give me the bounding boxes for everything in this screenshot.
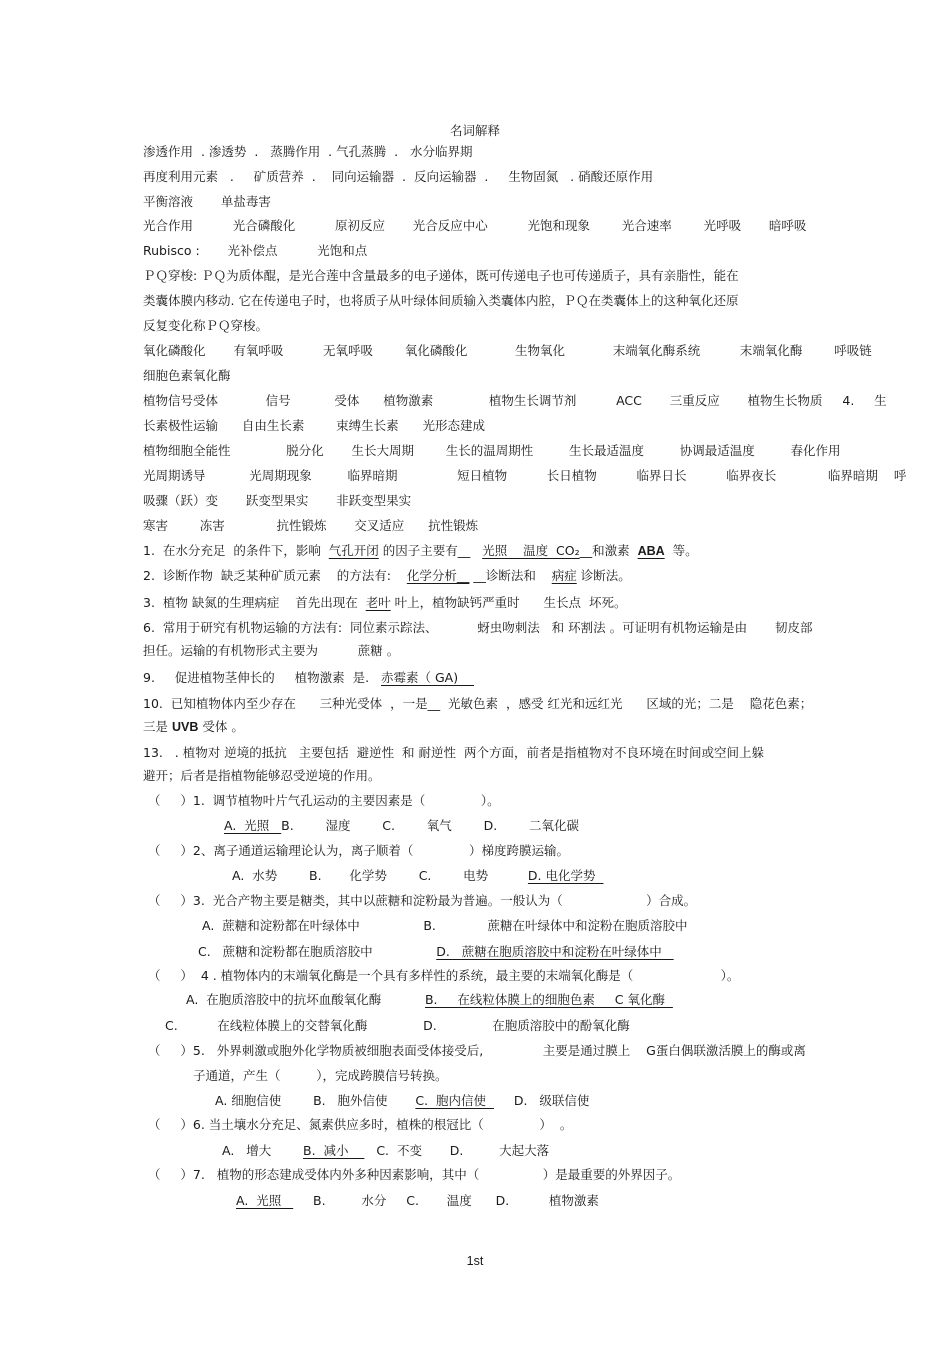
term-line-10: 细胞色素氧化酶 — [143, 368, 231, 383]
choice-options-5: A. 细胞信使 B. 胞外信使 C. 胞内信使 D. 级联信使 — [215, 1093, 590, 1108]
answer: D. 电化学势 — [527, 868, 604, 883]
choice-options-4a: A. 在胞质溶胶中的抗坏血酸氧化酶 B. 在线粒体膜上的细胞色素 C 氧化酶 — [186, 992, 673, 1007]
choice-options-3b: C. 蔗糖和淀粉都在胞质溶胶中 D. 蔗糖在胞质溶胶中和淀粉在叶绿体中 — [198, 944, 674, 959]
page-title: 名词解释 — [449, 123, 500, 138]
term-line-9: 氧化磷酸化 有氧呼吸 无氧呼吸 氧化磷酸化 生物氧化 末端氧化酶系统 末端氧化酶 呼吸链 — [143, 343, 872, 358]
choice-options-1: A. 光照 B. 湿度 C. 氧气 D. 二氧化碳 — [224, 818, 579, 833]
fill-question-9: 9. 促进植物茎伸长的 植物激素 是. 赤霉素（ GA) — [143, 670, 474, 685]
fill-question-10-line-2: 三是 UVB 受体 。 — [143, 719, 244, 734]
pq-shuttle-line-2: 类囊体膜内移动. 它在传递电子时，也将质子从叶绿体间质输入类囊体内腔，ＰＱ在类囊体上的这种氧化还原 — [143, 293, 739, 308]
answer: B. 在线粒体膜上的细胞色素 C 氧化酶 — [424, 992, 673, 1007]
fill-question-6-line-1: 6. 常用于研究有机物运输的方法有: 同位素示踪法、 蚜虫吻刺法 和 环割法 。可证明有机物运输是由 韧皮部 — [143, 620, 813, 635]
term-line-4: 光合作用 光合磷酸化 原初反应 光合反应中心 光饱和现象 光合速率 光呼吸 暗呼吸 — [143, 218, 807, 233]
pq-shuttle-line-3: 反复变化称ＰＱ穿梭。 — [143, 318, 269, 333]
term-line-1: 渗透作用 . 渗透势 . 蒸腾作用 . 气孔蒸腾 . 水分临界期 — [143, 144, 473, 159]
answer: 化学分析__ — [406, 568, 470, 583]
choice-question-2: （ ）2、离子通道运输理论认为，离子顺着（ ）梯度跨膜运输。 — [148, 843, 569, 858]
choice-question-6: （ ）6. 当土壤水分充足、氮素供应多时，植株的根冠比（ ） 。 — [148, 1117, 573, 1132]
term-line-12: 长素极性运输 自由生长素 束缚生长素 光形态建成 — [143, 418, 485, 433]
answer: 老叶 — [365, 595, 391, 610]
fill-question-13-line-1: 13. . 植物对 逆境的抵抗 主要包括 避逆性 和 耐逆性 两个方面，前者是指植物对不良环境在时间或空间上躲 — [143, 745, 764, 760]
fill-question-6-line-2: 担任。运输的有机物形式主要为 蔗糖 。 — [143, 643, 400, 658]
answer: A. 光照 — [224, 818, 282, 833]
fill-question-3: 3. 植物 缺氮的生理病症 首先出现在 老叶 叶上，植物缺钙严重时 生长点 坏死。 — [143, 595, 627, 610]
term-line-16: 寒害 冻害 抗性锻炼 交叉适应 抗性锻炼 — [143, 518, 479, 533]
term-line-13: 植物细胞全能性 脱分化 生长大周期 生长的温周期性 生长最适温度 协调最适温度 春化作用 — [143, 443, 841, 458]
choice-options-2: A. 水势 B. 化学势 C. 电势 D. 电化学势 — [232, 868, 604, 883]
choice-question-1: （ ）1. 调节植物叶片气孔运动的主要因素是（ ）。 — [148, 793, 500, 808]
pq-shuttle-line-1: ＰＱ穿梭: ＰＱ为质体醌，是光合莲中含量最多的电子递体，既可传递电子也可传递质子，具有亲脂性，能在 — [143, 268, 739, 283]
choice-options-4b: C. 在线粒体膜上的交替氧化酶 D. 在胞质溶胶中的酚氧化酶 — [165, 1018, 630, 1033]
term-line-5: Rubisco : 光补偿点 光饱和点 — [143, 243, 368, 258]
answer: A. 光照 — [236, 1193, 294, 1208]
choice-options-3a: A. 蔗糖和淀粉都在叶绿体中 B. 蔗糖在叶绿体中和淀粉在胞质溶胶中 — [202, 918, 688, 933]
answer: 赤霉素（ GA) — [381, 670, 474, 685]
term-line-2: 再度利用元素 . 矿质营养 . 同向运输器 . 反向运输器 . 生物固氮 . 硝酸还原作用 — [143, 169, 654, 184]
fill-question-10-line-1: 10. 已知植物体内至少存在 三种光受体 ，一是__ 光敏色素 ，感受 红光和远红光 区域的光；二是 隐花色素； — [143, 696, 813, 711]
choice-question-4: （ ） 4 . 植物体内的末端氧化酶是一个具有多样性的系统，最主要的末端氧化酶是（ ）。 — [148, 968, 740, 983]
term-line-14: 光周期诱导 光周期现象 临界暗期 短日植物 长日植物 临界日长 临界夜长 临界暗期 呼 — [143, 468, 907, 483]
fill-question-2: 2. 诊断作物 缺乏某种矿质元素 的方法有: 化学分析__ __诊断法和 病症 诊断法。 — [143, 568, 631, 583]
choice-options-7: A. 光照 B. 水分 C. 温度 D. 植物激素 — [236, 1193, 599, 1208]
choice-question-7: （ ）7. 植物的形态建成受体内外多种因素影响，其中（ ）是最重要的外界因子。 — [148, 1167, 681, 1182]
choice-question-5: （ ）5. 外界刺激或胞外化学物质被细胞表面受体接受后, 主要是通过膜上 G蛋白偶联激活膜上的酶或离 — [148, 1043, 806, 1058]
answer: D. 蔗糖在胞质溶胶中和淀粉在叶绿体中 — [436, 944, 674, 959]
choice-options-6: A. 增大 B. 减小 C. 不变 D. 大起大落 — [222, 1143, 550, 1158]
term-line-11: 植物信号受体 信号 受体 植物激素 植物生长调节剂 ACC 三重反应 植物生长物质 4. 生 — [143, 393, 887, 408]
page-number: 1st — [466, 1254, 484, 1268]
answer: C. 胞内信使 — [415, 1093, 494, 1108]
term-line-3: 平衡溶液 单盐毒害 — [143, 194, 271, 209]
answer: B. 减小 — [303, 1143, 365, 1158]
answer: 气孔开闭 — [328, 543, 379, 558]
fill-question-1: 1. 在水分充足 的条件下，影响 气孔开闭 的因子主要有__ 光照 温度 CO₂__和激素 ABA 等。 — [143, 543, 698, 558]
choice-question-5-cont: 子通道，产生（ ），完成跨膜信号转换。 — [193, 1068, 448, 1083]
answer: 病症 — [551, 568, 577, 583]
fill-question-13-line-2: 避开；后者是指植物能够忍受逆境的作用。 — [143, 768, 381, 783]
choice-question-3: （ ）3. 光合产物主要是糖类，其中以蔗糖和淀粉最为普遍。一般认为（ ）合成。 — [148, 893, 697, 908]
answer: ABA — [637, 544, 665, 558]
answer: 光照 温度 CO₂ — [482, 543, 580, 558]
term-line-15: 吸骤（跃）变 跃变型果实 非跃变型果实 — [143, 493, 412, 508]
